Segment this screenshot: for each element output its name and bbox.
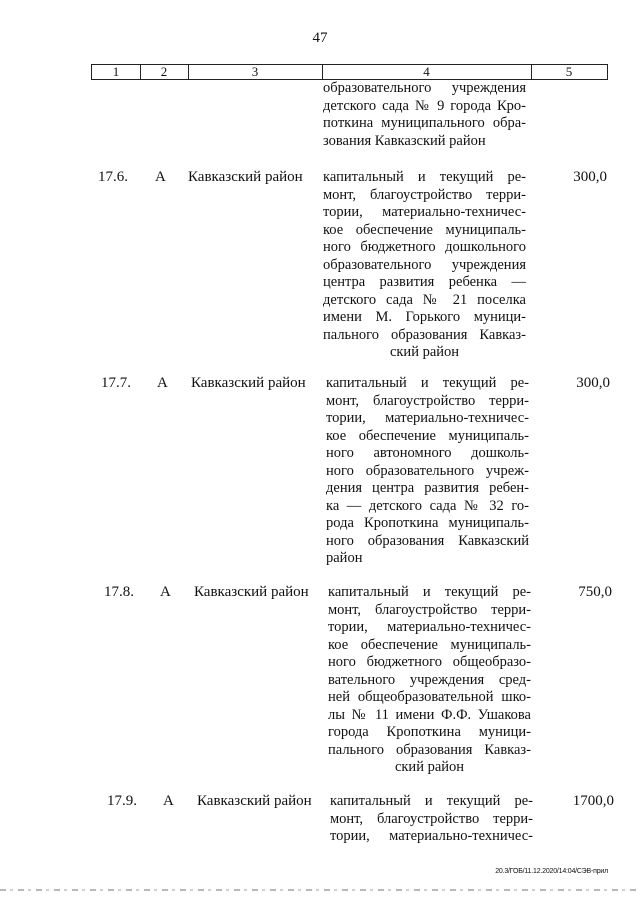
text-line: тории, материально-техничес-	[330, 828, 533, 844]
text-line: пального образования Кавказ-	[323, 326, 526, 343]
page-number: 47	[312, 30, 328, 46]
header-col-5: 5	[565, 64, 573, 79]
entry-number: 17.9.	[107, 793, 137, 809]
text-line: капитальный и текущий ре-	[328, 584, 531, 600]
entry-category: А	[163, 793, 174, 809]
header-col-4: 4	[322, 65, 532, 79]
text-line: ский район	[389, 344, 460, 360]
text-line: кое обеспечение муниципаль-	[328, 636, 531, 653]
text-line: капитальный и текущий ре-	[326, 375, 529, 391]
text-line: образовательного учреждения	[323, 80, 526, 96]
entry-district: Кавказский район	[197, 793, 312, 809]
text-line: рода Кропоткина муниципаль-	[326, 515, 529, 531]
text-line: ного бюджетного общеобразо-	[328, 654, 531, 670]
entry-district: Кавказский район	[194, 584, 309, 600]
text-line: зования Кавказский район	[323, 132, 486, 149]
text-line: имени М. Горького муници-	[323, 309, 526, 325]
text-line: вательного учреждения сред-	[328, 671, 531, 688]
text-line: кое обеспечение муниципаль-	[326, 427, 529, 444]
entry-amount: 300,0	[573, 169, 607, 185]
table-header-row	[91, 64, 608, 80]
text-line: ней общеобразовательной шко-	[328, 689, 531, 705]
text-line: монт, благоустройство терри-	[323, 186, 526, 203]
entry-description	[323, 169, 526, 362]
text-line: дения центра развития ребен-	[326, 480, 529, 496]
header-col-1: 1	[92, 65, 141, 79]
text-line: ного образовательного учреж-	[326, 462, 529, 479]
entry-number: 17.7.	[101, 375, 131, 391]
text-line: детского сада № 21 поселка	[323, 291, 526, 308]
entry-amount: 1700,0	[572, 793, 614, 809]
entry-description	[326, 375, 529, 568]
text-line: монт, благоустройство терри-	[326, 392, 529, 409]
text-line: капитальный и текущий ре-	[330, 793, 533, 809]
text-line: образовательного учреждения	[323, 256, 526, 273]
entry-category: А	[160, 584, 171, 600]
text-line: города Кропоткина муници-	[328, 724, 531, 740]
entry-description	[328, 584, 531, 777]
text-line: ка — детского сада № 32 го-	[326, 497, 529, 514]
text-line: пального образования Кавказ-	[328, 741, 531, 758]
entry-district: Кавказский район	[191, 375, 306, 391]
header-col-3: 3	[188, 65, 323, 79]
text-line: тории, материально-техничес-	[328, 619, 531, 635]
scan-edge-divider	[0, 889, 640, 891]
text-line: поткина муниципального обра-	[323, 115, 526, 131]
entry-amount: 750,0	[578, 584, 612, 600]
text-line: ного бюджетного дошкольного	[323, 239, 526, 255]
footer-document-code: 20.3/ГОБ/11.12.2020/14:04/СЭВ-прил	[495, 868, 608, 875]
entry-amount: 300,0	[576, 375, 610, 391]
text-line: тории, материально-техничес-	[323, 204, 526, 220]
text-line: тории, материально-техничес-	[326, 410, 529, 426]
text-line: лы № 11 имени Ф.Ф. Ушакова	[328, 706, 531, 723]
entry-number: 17.8.	[104, 584, 134, 600]
text-line: монт, благоустройство терри-	[328, 601, 531, 618]
text-line: район	[326, 550, 363, 566]
entry-description	[330, 793, 533, 846]
text-line: капитальный и текущий ре-	[323, 169, 526, 185]
entry-category: А	[155, 169, 166, 185]
entry-district: Кавказский район	[188, 169, 303, 185]
text-line: ного образования Кавказский	[326, 532, 529, 549]
text-line: ного автономного дошколь-	[326, 445, 529, 461]
entry-number: 17.6.	[98, 169, 128, 185]
text-line: детского сада № 9 города Кро-	[323, 97, 526, 114]
header-col-2: 2	[140, 65, 189, 79]
continuation-text	[323, 80, 526, 150]
text-line: кое обеспечение муниципаль-	[323, 221, 526, 238]
text-line: центра развития ребенка —	[323, 274, 526, 290]
text-line: монт, благоустройство терри-	[330, 810, 533, 827]
text-line: ский район	[394, 759, 465, 775]
entry-category: А	[157, 375, 168, 391]
